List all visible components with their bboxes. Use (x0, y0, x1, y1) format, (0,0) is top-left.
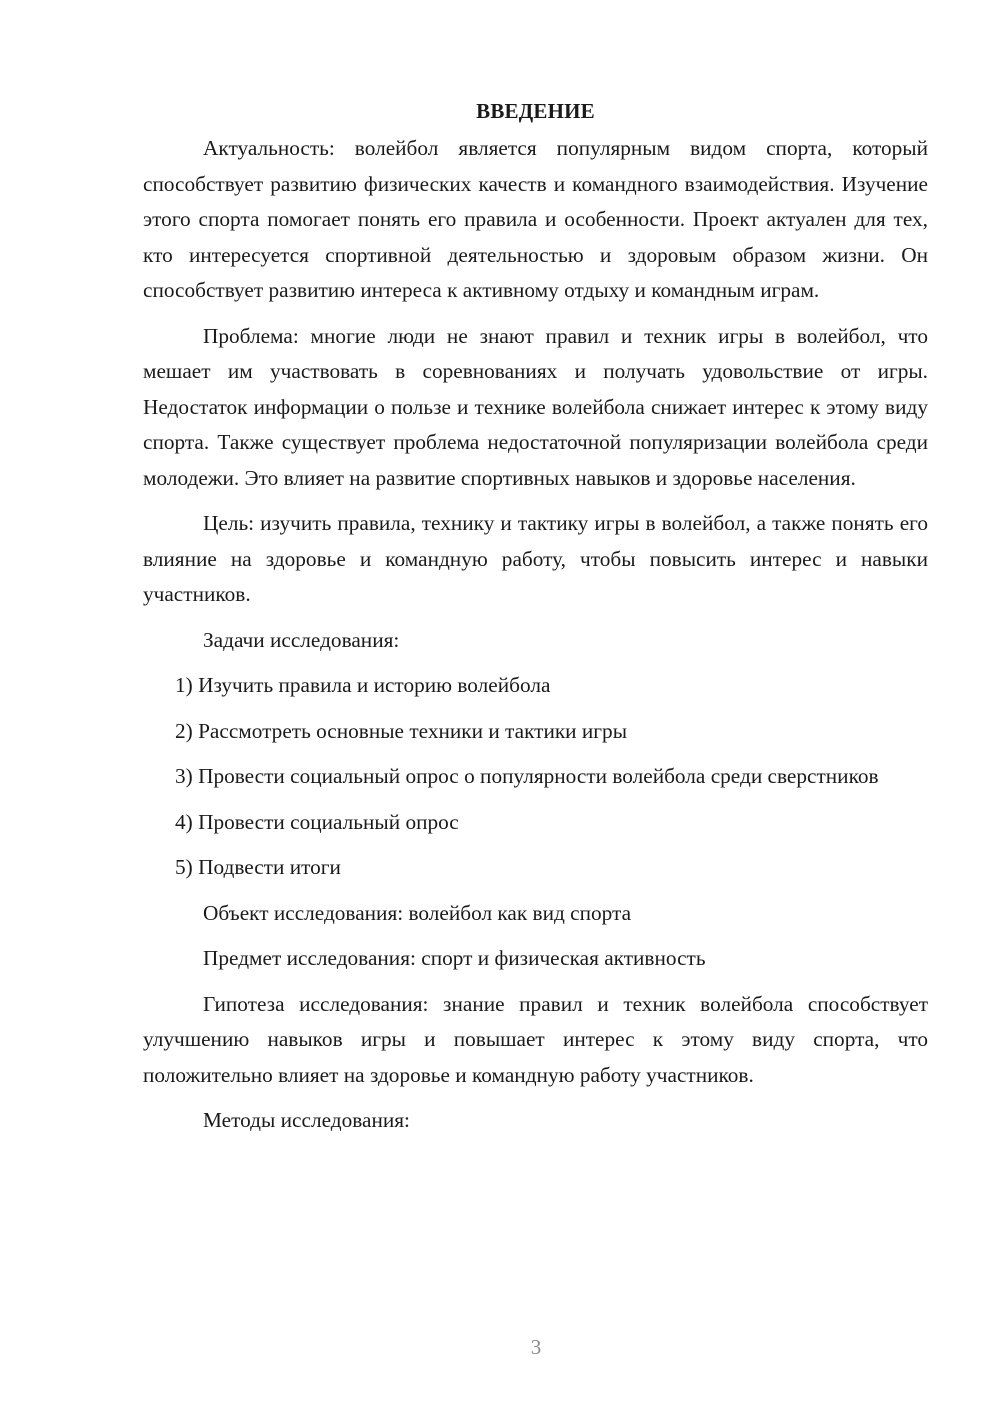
list-item: 4) Провести социальный опрос (175, 809, 459, 834)
problem-paragraph: Проблема: многие люди не знают правил и техник игры в волейбол, что мешает им участвовать в соревнованиях и получать удовольствие от игры. Недостаток информации о пользе и технике волейбола снижает интерес к этому виду спорта. Также существует проблема недостаточной популяризации волейбола среди молодежи. Это влияет на развитие спортивных навыков и здоровье населения. (143, 323, 928, 490)
relevance-paragraph: Актуальность: волейбол является популярным видом спорта, который способствует развитию физических качеств и командного взаимодействия. Изучение этого спорта помогает понять его правила и особенности. Проект актуален для тех, кто интересуется спортивной деятельностью и здоровым образом жизни. Он способствует развитию интереса к активному отдыху и командным играм. (143, 136, 928, 302)
list-item: 5) Подвести итоги (175, 855, 341, 879)
tasks-list (143, 668, 928, 886)
list-item: 2) Рассмотреть основные техники и тактики игры (175, 718, 627, 743)
page-number: 3 (530, 1335, 542, 1359)
object-paragraph: Объект исследования: волейбол как вид спорта (203, 900, 632, 925)
goal-paragraph: Цель: изучить правила, технику и тактику игры в волейбол, а также понять его влияние на здоровье и командную работу, чтобы повысить интерес и навыки участников. (143, 511, 928, 606)
subject-paragraph: Предмет исследования: спорт и физическая активность (203, 946, 706, 970)
hypothesis-paragraph: Гипотеза исследования: знание правил и техник волейбола способствует улучшению навыков игры и повышает интерес к этому виду спорта, что положительно влияет на здоровье и командную работу участников. (143, 991, 928, 1087)
document-page (143, 96, 928, 1149)
list-item: 3) Провести социальный опрос о популярности волейбола среди сверстников (175, 764, 879, 788)
section-title: ВВЕДЕНИЕ (476, 99, 595, 123)
methods-heading: Методы исследования: (203, 1108, 410, 1132)
tasks-heading: Задачи исследования: (203, 627, 400, 652)
list-item: 1) Изучить правила и историю волейбола (175, 673, 551, 697)
